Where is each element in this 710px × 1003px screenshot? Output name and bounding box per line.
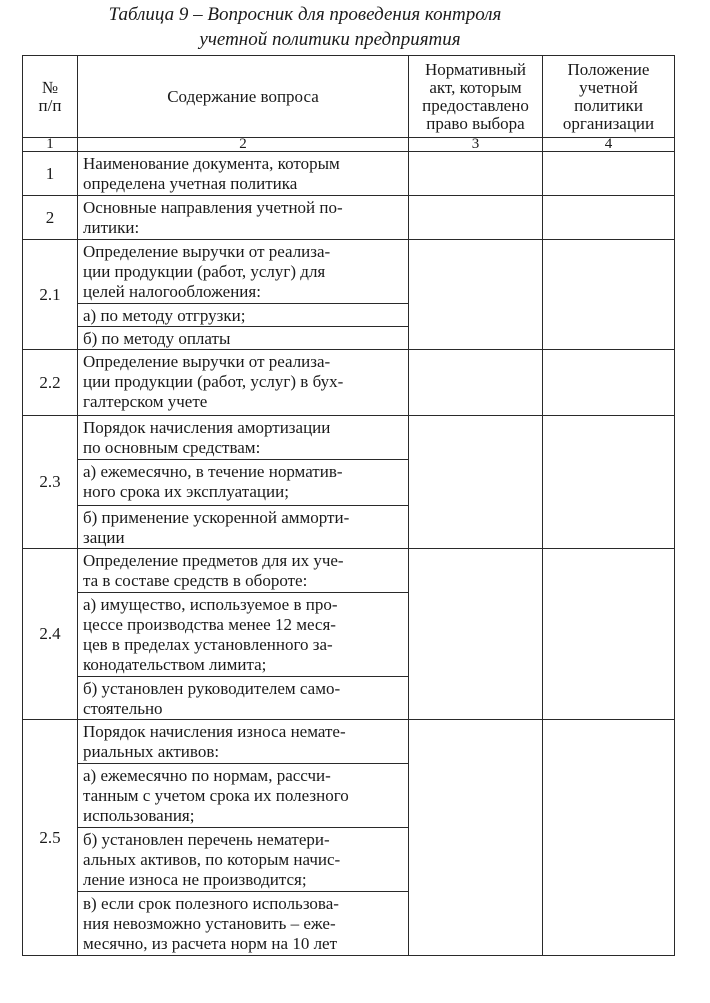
header-normative-act: Нормативный акт, которым предоставлено право выбора	[409, 56, 543, 138]
table-row	[23, 720, 675, 764]
normative-act-cell[interactable]	[409, 196, 543, 240]
row-number: 2.2	[23, 350, 78, 416]
question-text: Порядок начисления износа немате- риальных активов:	[78, 720, 409, 764]
row-number: 2.3	[23, 416, 78, 549]
question-text: а) ежемесячно по нормам, рассчи- танным с учетом срока их полезного использования;	[78, 764, 409, 828]
normative-act-cell[interactable]	[409, 720, 543, 956]
header-policy-position: Положение учетной политики организации	[543, 56, 675, 138]
table-row	[23, 350, 675, 416]
question-text: а) по методу отгрузки;	[78, 304, 409, 327]
column-index: 1	[23, 138, 78, 152]
table-row	[23, 240, 675, 304]
column-index: 2	[78, 138, 409, 152]
header-question: Содержание вопроса	[78, 56, 409, 138]
policy-position-cell[interactable]	[543, 152, 675, 196]
row-number: 2.5	[23, 720, 78, 956]
question-text: в) если срок полезного использова- ния невозможно установить – еже- месячно, из расчета норм на 10 лет	[78, 892, 409, 956]
question-text: а) ежемесячно, в течение норматив- ного срока их эксплуатации;	[78, 460, 409, 506]
policy-position-cell[interactable]	[543, 416, 675, 549]
row-number: 2.4	[23, 549, 78, 720]
table-row	[23, 152, 675, 196]
table-row	[23, 416, 675, 460]
question-text: а) имущество, используемое в про- цессе производства менее 12 меся- цев в пределах установленного за- конодательством лимита;	[78, 593, 409, 677]
column-index: 4	[543, 138, 675, 152]
table-row	[23, 549, 675, 593]
normative-act-cell[interactable]	[409, 416, 543, 549]
normative-act-cell[interactable]	[409, 350, 543, 416]
question-text: Основные направления учетной по- литики:	[78, 196, 409, 240]
header-number: № п/п	[23, 56, 78, 138]
question-text: б) установлен руководителем само- стоятельно	[78, 677, 409, 720]
table-row	[23, 196, 675, 240]
question-text: б) установлен перечень нематери- альных активов, по которым начис- ление износа не производится;	[78, 828, 409, 892]
normative-act-cell[interactable]	[409, 240, 543, 350]
question-text: Порядок начисления амортизации по основным средствам:	[78, 416, 409, 460]
question-text: Определение выручки от реализа- ции продукции (работ, услуг) в бух- галтерском учете	[78, 350, 409, 416]
policy-position-cell[interactable]	[543, 350, 675, 416]
policy-position-cell[interactable]	[543, 196, 675, 240]
column-index: 3	[409, 138, 543, 152]
policy-position-cell[interactable]	[543, 720, 675, 956]
question-text: Наименование документа, которым определена учетная политика	[78, 152, 409, 196]
row-number: 2.1	[23, 240, 78, 350]
question-text: б) применение ускоренной амморти- зации	[78, 506, 409, 549]
row-number: 1	[23, 152, 78, 196]
policy-position-cell[interactable]	[543, 240, 675, 350]
table-title-line-1: Таблица 9 – Вопросник для проведения контроля	[108, 4, 502, 25]
row-number: 2	[23, 196, 78, 240]
header-row	[23, 56, 675, 138]
questionnaire-table	[22, 55, 675, 956]
table-title-line-2: учетной политики предприятия	[199, 29, 461, 50]
normative-act-cell[interactable]	[409, 549, 543, 720]
normative-act-cell[interactable]	[409, 152, 543, 196]
column-index-row	[23, 138, 675, 152]
question-text: Определение выручки от реализа- ции продукции (работ, услуг) для целей налогообложения:	[78, 240, 409, 304]
policy-position-cell[interactable]	[543, 549, 675, 720]
question-text: Определение предметов для их уче- та в составе средств в обороте:	[78, 549, 409, 593]
question-text: б) по методу оплаты	[78, 327, 409, 350]
